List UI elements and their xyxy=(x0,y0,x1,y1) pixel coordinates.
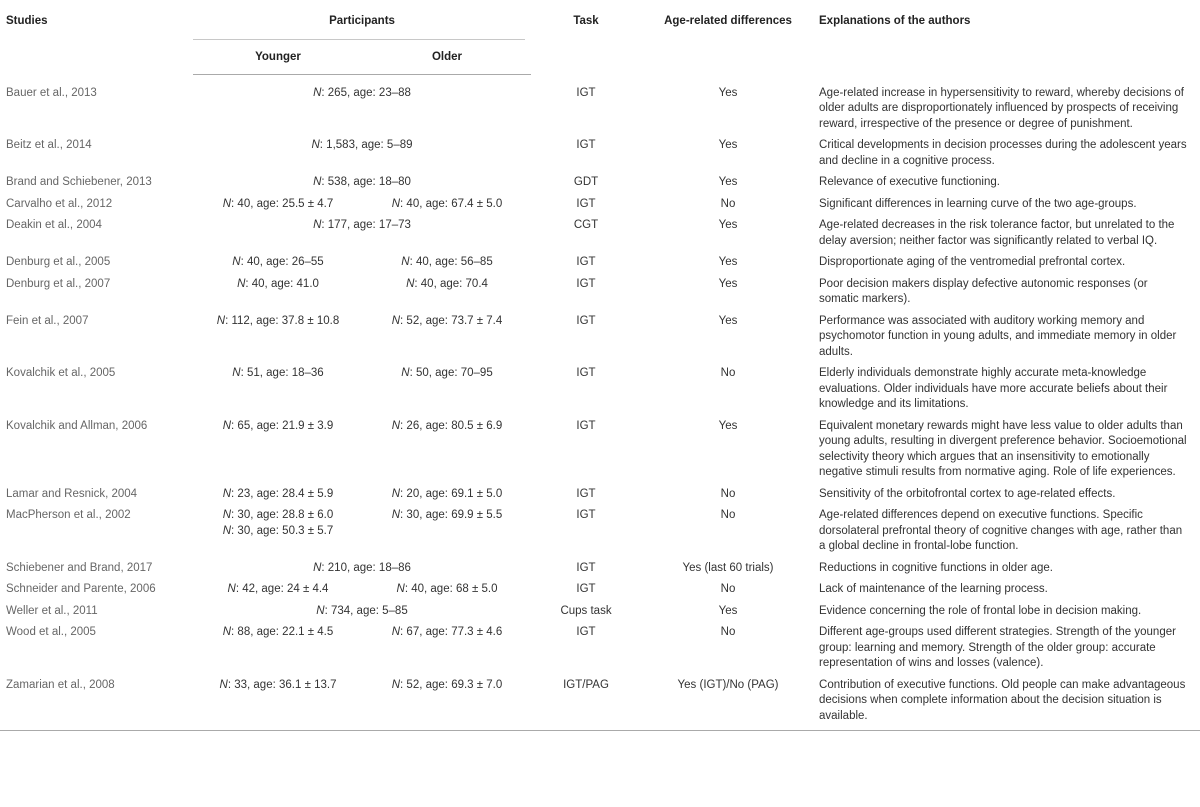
task-cell: IGT xyxy=(576,86,596,99)
younger-cell xyxy=(193,362,363,415)
age-diff-cell: No xyxy=(720,487,736,500)
explanation-cell: Relevance of executive functioning. xyxy=(819,176,1000,188)
explanation-cell: Different age-groups used different strategies. Strength of the younger group: learning and memory. Strength of the older group: accurate representation of wins and losses (valence). xyxy=(819,626,1176,669)
participant-value: : 65, age: 21.9 ± 3.9 xyxy=(231,419,334,432)
study-cell: Schneider and Parente, 2006 xyxy=(6,583,156,595)
study-cell: MacPherson et al., 2002 xyxy=(6,509,131,521)
n-symbol: N xyxy=(396,583,405,595)
task-cell: IGT xyxy=(576,561,596,574)
task-cell: IGT xyxy=(576,367,596,379)
participant-value: : 20, age: 69.1 ± 5.0 xyxy=(400,487,503,500)
task-cell: Cups task xyxy=(560,604,612,617)
age-diff-cell: Yes xyxy=(718,277,738,290)
older-value xyxy=(363,508,531,524)
study-cell: Deakin et al., 2004 xyxy=(6,219,102,231)
older-value xyxy=(363,487,531,503)
table-row xyxy=(0,415,1200,483)
table-row xyxy=(0,171,1200,193)
explanation-cell: Poor decision makers display defective autonomic responses (or somatic markers). xyxy=(819,277,1148,305)
study-cell: Zamarian et al., 2008 xyxy=(0,674,193,731)
participant-value: : 30, age: 69.9 ± 5.5 xyxy=(400,509,503,521)
n-symbol: N xyxy=(391,509,401,521)
n-symbol: N xyxy=(222,509,232,521)
table-row xyxy=(0,214,1200,251)
participant-value: : 67, age: 77.3 ± 4.6 xyxy=(400,626,503,638)
header-participants-label: Participants xyxy=(329,15,395,27)
study-cell: Kovalchik et al., 2005 xyxy=(6,367,116,379)
participant-value: : 40, age: 56–85 xyxy=(409,256,493,268)
participants-cell xyxy=(193,214,531,251)
participants-cell xyxy=(193,134,531,171)
table-row xyxy=(0,600,1200,622)
younger-cell xyxy=(193,310,363,363)
older-cell xyxy=(363,273,531,310)
n-symbol: N xyxy=(222,419,232,432)
participant-value: : 23, age: 28.4 ± 5.9 xyxy=(231,487,334,500)
older-value xyxy=(363,197,531,213)
age-diff-cell: No xyxy=(720,367,736,379)
task-cell: IGT xyxy=(576,314,596,327)
participant-value: : 40, age: 41.0 xyxy=(245,277,319,290)
explanation-cell: Critical developments in decision processes during the adolescent years and decline in a cognitive process. xyxy=(819,139,1187,167)
participant-value: : 51, age: 18–36 xyxy=(240,367,324,379)
header-task: Task xyxy=(573,15,599,27)
explanation-cell: Evidence concerning the role of frontal lobe in decision making. xyxy=(819,604,1142,617)
older-cell xyxy=(363,362,531,415)
n-symbol: N xyxy=(316,604,325,617)
age-diff-cell: Yes xyxy=(718,419,738,432)
table-row xyxy=(0,621,1200,674)
younger-value-2 xyxy=(193,524,363,540)
study-cell: Beitz et al., 2014 xyxy=(6,139,92,151)
older-cell xyxy=(363,621,531,674)
header-participants xyxy=(193,0,531,40)
younger-value xyxy=(193,487,363,503)
task-cell: IGT xyxy=(576,583,596,595)
older-value xyxy=(363,255,531,271)
older-value xyxy=(363,419,531,435)
participants-cell xyxy=(193,171,531,193)
participants-combined xyxy=(193,561,531,577)
older-value xyxy=(363,678,531,694)
younger-value xyxy=(193,582,363,598)
study-cell: Bauer et al., 2013 xyxy=(6,86,97,99)
participants-cell xyxy=(193,557,531,579)
older-cell xyxy=(363,483,531,505)
table-row xyxy=(0,674,1200,731)
participants-combined xyxy=(193,218,531,234)
n-symbol: N xyxy=(216,314,226,327)
explanation-cell: Reductions in cognitive functions in older age. xyxy=(819,561,1053,574)
table-row xyxy=(0,251,1200,273)
table-row xyxy=(0,310,1200,363)
task-cell: CGT xyxy=(573,219,599,231)
younger-value xyxy=(193,366,363,382)
participant-value: : 40, age: 26–55 xyxy=(240,256,324,268)
n-symbol: N xyxy=(237,277,246,290)
n-symbol: N xyxy=(227,583,236,595)
n-symbol: N xyxy=(401,256,410,268)
explanation-cell: Age-related increase in hypersensitivity to reward, whereby decisions of older adults are disproportionately influenced by prospects of receiving reward, irrespective of the presence or degree of punishment. xyxy=(819,86,1185,130)
n-symbol: N xyxy=(391,678,401,691)
n-symbol: N xyxy=(391,314,401,327)
age-diff-cell: Yes (last 60 trials) xyxy=(682,561,774,574)
older-value xyxy=(363,314,531,330)
age-diff-cell: Yes (IGT)/No (PAG) xyxy=(641,674,815,731)
explanation-cell: Lack of maintenance of the learning process. xyxy=(819,583,1048,595)
participant-value: : 265, age: 23–88 xyxy=(321,87,411,99)
participant-value: : 26, age: 80.5 ± 6.9 xyxy=(400,419,503,432)
participant-value: : 40, age: 67.4 ± 5.0 xyxy=(400,197,503,210)
younger-value xyxy=(193,277,363,293)
n-symbol: N xyxy=(391,197,401,210)
n-symbol: N xyxy=(313,87,322,99)
age-diff-cell: Yes xyxy=(718,176,738,188)
younger-cell xyxy=(193,674,363,731)
n-symbol: N xyxy=(406,277,415,290)
participant-value: : 30, age: 50.3 ± 5.7 xyxy=(231,524,334,537)
participant-value: : 177, age: 17–73 xyxy=(321,219,411,231)
study-cell: Brand and Schiebener, 2013 xyxy=(6,176,152,188)
study-cell: Lamar and Resnick, 2004 xyxy=(6,487,138,500)
table-row xyxy=(0,504,1200,557)
older-value xyxy=(363,582,531,598)
table-body xyxy=(0,75,1200,731)
participants-combined xyxy=(193,175,531,191)
participant-value: : 40, age: 68 ± 5.0 xyxy=(404,583,498,595)
older-cell xyxy=(363,578,531,600)
older-cell xyxy=(363,310,531,363)
n-symbol: N xyxy=(313,176,322,188)
participant-value: : 40, age: 25.5 ± 4.7 xyxy=(231,197,334,210)
participant-value: : 42, age: 24 ± 4.4 xyxy=(235,583,329,595)
older-value xyxy=(363,277,531,293)
explanation-cell: Sensitivity of the orbitofrontal cortex to age-related effects. xyxy=(819,487,1116,500)
table-row xyxy=(0,193,1200,215)
participant-value: : 33, age: 36.1 ± 13.7 xyxy=(227,678,337,691)
header-studies: Studies xyxy=(6,15,48,27)
n-symbol: N xyxy=(391,419,401,432)
participants-combined xyxy=(193,86,531,102)
younger-cell xyxy=(193,251,363,273)
participant-value: : 88, age: 22.1 ± 4.5 xyxy=(231,626,334,638)
younger-cell xyxy=(193,578,363,600)
table-row xyxy=(0,273,1200,310)
task-cell: IGT xyxy=(576,197,596,210)
explanation-cell: Significant differences in learning curve of the two age-groups. xyxy=(819,197,1137,210)
participants-cell xyxy=(193,600,531,622)
study-cell: Denburg et al., 2007 xyxy=(6,277,111,290)
age-diff-cell: Yes xyxy=(718,256,738,268)
task-cell: IGT xyxy=(576,277,596,290)
younger-cell xyxy=(193,504,363,557)
older-cell xyxy=(363,193,531,215)
younger-cell xyxy=(193,483,363,505)
n-symbol: N xyxy=(401,367,410,379)
n-symbol: N xyxy=(311,139,320,151)
study-cell: Denburg et al., 2005 xyxy=(6,256,111,268)
older-cell xyxy=(363,415,531,483)
header-explanations: Explanations of the authors xyxy=(819,15,971,27)
header-younger: Younger xyxy=(193,40,363,75)
explanation-cell: Disproportionate aging of the ventromedial prefrontal cortex. xyxy=(819,256,1126,268)
table-row xyxy=(0,362,1200,415)
study-cell: Wood et al., 2005 xyxy=(6,626,96,638)
n-symbol: N xyxy=(222,626,232,638)
younger-cell xyxy=(193,273,363,310)
table-row xyxy=(0,557,1200,579)
table-row xyxy=(0,578,1200,600)
younger-value xyxy=(193,314,363,330)
study-cell: Fein et al., 2007 xyxy=(6,314,89,327)
table-row xyxy=(0,483,1200,505)
explanation-cell: Age-related decreases in the risk tolerance factor, but unrelated to the delay aversion; neither factor was significantly related to verbal IQ. xyxy=(819,219,1175,247)
study-cell: Schiebener and Brand, 2017 xyxy=(6,561,153,574)
n-symbol: N xyxy=(222,487,232,500)
participant-value: : 52, age: 69.3 ± 7.0 xyxy=(400,678,503,691)
age-diff-cell: Yes xyxy=(718,314,738,327)
task-cell: IGT xyxy=(576,139,596,151)
older-value xyxy=(363,625,531,641)
study-cell: Weller et al., 2011 xyxy=(6,604,98,617)
participant-value: : 1,583, age: 5–89 xyxy=(319,139,413,151)
age-diff-cell: Yes xyxy=(718,604,738,617)
participant-value: : 30, age: 28.8 ± 6.0 xyxy=(231,509,334,521)
participants-combined xyxy=(193,604,531,620)
explanation-cell: Performance was associated with auditory working memory and psychomotor function in young adults, and immediate memory in older adults. xyxy=(819,314,1177,358)
explanation-cell: Age-related differences depend on executive functions. Specific dorsolateral prefrontal theory of cognitive changes with age, rather than a global decline in frontal-lobe function. xyxy=(819,509,1183,552)
task-cell: IGT/PAG xyxy=(531,674,641,731)
participant-value: : 538, age: 18–80 xyxy=(321,176,411,188)
participant-value: : 40, age: 70.4 xyxy=(414,277,488,290)
n-symbol: N xyxy=(313,561,322,574)
participant-value: : 734, age: 5–85 xyxy=(324,604,408,617)
n-symbol: N xyxy=(313,219,322,231)
study-cell: Kovalchik and Allman, 2006 xyxy=(6,419,148,432)
task-cell: IGT xyxy=(576,419,596,432)
n-symbol: N xyxy=(222,524,232,537)
age-diff-cell: No xyxy=(720,509,736,521)
explanation-cell: Elderly individuals demonstrate highly accurate meta-knowledge evaluations. Older individuals have more accurate beliefs about their knowledge and its limitations. xyxy=(819,367,1168,410)
header-row-1 xyxy=(0,0,1200,40)
n-symbol: N xyxy=(232,367,241,379)
participants-cell xyxy=(193,75,531,135)
younger-cell xyxy=(193,415,363,483)
age-diff-cell: No xyxy=(720,583,736,595)
age-diff-cell: Yes xyxy=(718,86,738,99)
age-diff-cell: No xyxy=(720,626,736,638)
n-symbol: N xyxy=(219,678,228,691)
table-row xyxy=(0,75,1200,135)
header-older: Older xyxy=(363,40,531,75)
task-cell: GDT xyxy=(573,176,599,188)
younger-value xyxy=(193,508,363,524)
older-value xyxy=(363,366,531,382)
task-cell: IGT xyxy=(576,626,596,638)
older-cell xyxy=(363,251,531,273)
participant-value: : 210, age: 18–86 xyxy=(321,561,411,574)
younger-cell xyxy=(193,193,363,215)
younger-value xyxy=(193,625,363,641)
explanation-cell: Contribution of executive functions. Old people can make advantageous decisions when complete information about the decision situation is available. xyxy=(815,674,1200,731)
participant-value: : 52, age: 73.7 ± 7.4 xyxy=(400,314,503,327)
task-cell: IGT xyxy=(576,487,596,500)
participant-value: : 112, age: 37.8 ± 10.8 xyxy=(225,314,340,327)
n-symbol: N xyxy=(391,487,401,500)
age-diff-cell: Yes xyxy=(718,139,738,151)
age-diff-cell: Yes xyxy=(718,219,738,231)
study-cell: Carvalho et al., 2012 xyxy=(6,197,113,210)
table-row xyxy=(0,134,1200,171)
younger-value xyxy=(193,197,363,213)
participants-combined xyxy=(193,138,531,154)
n-symbol: N xyxy=(222,197,232,210)
task-cell: IGT xyxy=(576,509,596,521)
age-diff-cell: No xyxy=(720,197,736,210)
n-symbol: N xyxy=(232,256,241,268)
younger-cell xyxy=(193,621,363,674)
explanation-cell: Equivalent monetary rewards might have less value to older adults than young adults, resulting in divergent preference behavior. Socioemotional selectivity theory which argues that an insensitivity to emotionally negative stimuli results from normative aging. Role of life experiences. xyxy=(819,419,1187,478)
participant-value: : 50, age: 70–95 xyxy=(409,367,493,379)
younger-value xyxy=(193,255,363,271)
older-cell xyxy=(363,674,531,731)
n-symbol: N xyxy=(391,626,401,638)
task-cell: IGT xyxy=(576,256,596,268)
older-cell xyxy=(363,504,531,557)
younger-value xyxy=(193,678,363,694)
header-age-diff: Age-related differences xyxy=(664,15,792,27)
younger-value xyxy=(193,419,363,435)
